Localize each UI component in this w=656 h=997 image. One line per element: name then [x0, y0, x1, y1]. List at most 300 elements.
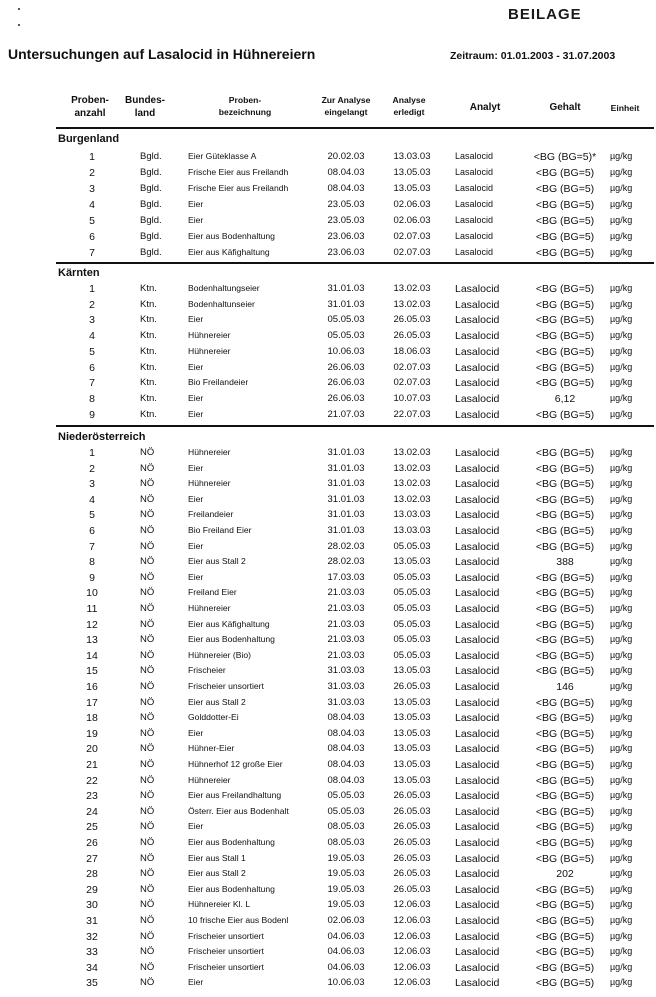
completed-date: 26.05.03 — [393, 837, 431, 848]
state-code: NÖ — [140, 634, 155, 646]
content-value: <BG (BG=5) — [535, 743, 595, 756]
received-date: 31.03.03 — [327, 696, 365, 708]
received-date: 23.06.03 — [327, 231, 365, 242]
table-row — [0, 330, 656, 345]
table-row — [0, 167, 656, 182]
sample-name: Eier — [188, 493, 204, 504]
sample-name: Eier — [188, 199, 204, 209]
content-value: <BG (BG=5) — [535, 883, 595, 896]
received-date: 21.03.03 — [327, 618, 365, 630]
table-row — [0, 899, 656, 914]
state-code: Ktn. — [140, 298, 157, 310]
completed-date: 13.03.03 — [393, 509, 431, 521]
content-value: <BG (BG=5) — [535, 167, 595, 179]
sample-name: Eier aus Bodenhaltung — [188, 634, 275, 645]
sample-name: Eier — [188, 977, 204, 988]
table-row — [0, 603, 656, 618]
sample-number: 12 — [86, 618, 98, 631]
table-row — [0, 681, 656, 696]
unit: µg/kg — [610, 587, 633, 598]
state-code: NÖ — [140, 509, 155, 521]
completed-date: 02.06.03 — [393, 215, 431, 226]
completed-date: 13.02.03 — [393, 478, 431, 490]
analyte: Lasalocid — [455, 392, 500, 405]
unit: µg/kg — [610, 665, 633, 676]
received-date: 08.04.03 — [327, 183, 365, 194]
state-code: NÖ — [140, 837, 155, 848]
completed-date: 12.06.03 — [393, 930, 431, 942]
content-value: <BG (BG=5) — [535, 247, 595, 259]
table-row — [0, 743, 656, 758]
sample-name: Bio Freilandeier — [188, 377, 249, 388]
state-code: Bgld. — [140, 199, 162, 210]
content-value: <BG (BG=5) — [535, 361, 595, 374]
received-date: 08.04.03 — [327, 759, 365, 770]
unit: µg/kg — [610, 183, 633, 193]
sample-name: Bodenhaltunseier — [188, 298, 255, 309]
content-value: <BG (BG=5) — [535, 665, 595, 678]
content-value: <BG (BG=5) — [535, 618, 595, 631]
analyte: Lasalocid — [455, 915, 500, 927]
analyte: Lasalocid — [455, 774, 500, 787]
completed-date: 26.05.03 — [393, 681, 431, 692]
completed-date: 26.05.03 — [393, 868, 431, 880]
sample-number: 2 — [89, 298, 95, 311]
completed-date: 13.05.03 — [393, 183, 431, 194]
completed-date: 13.05.03 — [393, 556, 431, 568]
sample-name: Eier aus Stall 2 — [188, 868, 246, 879]
received-date: 31.01.03 — [327, 493, 365, 505]
state-code: NÖ — [140, 603, 155, 614]
received-date: 23.05.03 — [327, 215, 365, 226]
sample-name: 10 frische Eier aus Bodenl — [188, 915, 289, 925]
content-value: <BG (BG=5) — [535, 837, 595, 849]
analyte: Lasalocid — [455, 199, 494, 209]
received-date: 05.05.03 — [327, 790, 365, 802]
table-row — [0, 215, 656, 230]
analyte: Lasalocid — [455, 215, 494, 225]
analyte: Lasalocid — [455, 345, 500, 358]
unit: µg/kg — [610, 392, 633, 403]
state-code: NÖ — [140, 556, 155, 568]
analyte: Lasalocid — [455, 837, 500, 849]
content-value: 202 — [556, 868, 574, 881]
analyte: Lasalocid — [455, 883, 500, 896]
content-value: <BG (BG=5) — [535, 915, 595, 927]
state-code: NÖ — [140, 805, 155, 817]
sample-name: Österr. Eier aus Bodenhalt — [188, 805, 289, 816]
sample-name: Freiland Eier — [188, 587, 237, 598]
content-value: <BG (BG=5) — [535, 408, 595, 421]
content-value: <BG (BG=5) — [535, 759, 595, 771]
received-date: 05.05.03 — [327, 330, 365, 342]
table-row — [0, 665, 656, 680]
received-date: 31.03.03 — [327, 681, 365, 692]
table-row — [0, 283, 656, 298]
table-row — [0, 525, 656, 540]
content-value: <BG (BG=5) — [535, 696, 595, 709]
sample-name: Eier aus Stall 2 — [188, 556, 246, 567]
analyte: Lasalocid — [455, 556, 500, 569]
sample-name: Eier aus Stall 2 — [188, 696, 246, 707]
analyte: Lasalocid — [455, 408, 500, 421]
received-date: 17.03.03 — [327, 571, 365, 583]
analyte: Lasalocid — [455, 298, 500, 311]
content-value: <BG (BG=5) — [535, 587, 595, 600]
header-content: Gehalt — [549, 102, 581, 113]
received-date: 26.06.03 — [327, 361, 365, 373]
sample-name: Bio Freiland Eier — [188, 525, 252, 535]
completed-date: 13.02.03 — [393, 447, 431, 458]
content-value: <BG (BG=5) — [535, 525, 595, 537]
table-row — [0, 837, 656, 852]
analyte: Lasalocid — [455, 493, 500, 506]
received-date: 10.06.03 — [327, 345, 365, 357]
unit: µg/kg — [610, 837, 633, 847]
sample-number: 24 — [86, 805, 98, 818]
analyte: Lasalocid — [455, 727, 500, 740]
content-value: <BG (BG=5) — [535, 478, 595, 491]
received-date: 10.06.03 — [327, 977, 365, 989]
received-date: 28.02.03 — [327, 540, 365, 552]
state-code: Bgld. — [140, 183, 162, 194]
sample-name: Bodenhaltungseier — [188, 283, 260, 293]
received-date: 21.03.03 — [327, 587, 365, 599]
received-date: 31.03.03 — [327, 665, 365, 677]
content-value: <BG (BG=5) — [535, 509, 595, 522]
table-row — [0, 775, 656, 790]
state-code: NÖ — [140, 961, 155, 973]
state-code: Ktn. — [140, 314, 157, 326]
unit: µg/kg — [610, 821, 633, 832]
unit: µg/kg — [610, 377, 633, 388]
sample-name: Eier aus Käfighaltung — [188, 247, 270, 257]
unit: µg/kg — [610, 649, 633, 660]
table-row — [0, 183, 656, 198]
unit: µg/kg — [610, 727, 633, 738]
completed-date: 05.05.03 — [393, 603, 431, 614]
header-sample-count: Proben- anzahl — [71, 95, 109, 119]
sample-number: 1 — [89, 447, 95, 459]
sample-name: Frischeier unsortiert — [188, 946, 264, 957]
analyte: Lasalocid — [455, 509, 500, 522]
header-sample-name: Proben- bezeichnung — [218, 95, 272, 117]
unit: µg/kg — [610, 509, 633, 520]
state-code: NÖ — [140, 759, 155, 770]
completed-date: 05.05.03 — [393, 618, 431, 630]
completed-date: 12.06.03 — [393, 977, 431, 989]
sample-number: 5 — [89, 345, 95, 358]
table-row — [0, 463, 656, 478]
table-row — [0, 231, 656, 246]
state-code: NÖ — [140, 447, 155, 458]
content-value: <BG (BG=5) — [535, 790, 595, 803]
table-row — [0, 199, 656, 214]
analyte: Lasalocid — [455, 571, 500, 584]
completed-date: 26.05.03 — [393, 805, 431, 817]
completed-date: 05.05.03 — [393, 634, 431, 646]
state-code: NÖ — [140, 727, 155, 739]
sample-name: Hühner-Eier — [188, 743, 235, 754]
received-date: 04.06.03 — [327, 930, 365, 942]
table-row — [0, 572, 656, 587]
sample-name: Eier — [188, 727, 204, 738]
state-code: Ktn. — [140, 361, 157, 373]
sample-number: 1 — [89, 283, 95, 295]
sample-number: 17 — [86, 696, 98, 709]
completed-date: 13.05.03 — [393, 665, 431, 677]
header-unit: Einheit — [610, 103, 640, 113]
unit: µg/kg — [610, 603, 633, 613]
analyte: Lasalocid — [455, 314, 500, 327]
unit: µg/kg — [610, 852, 633, 863]
state-code: NÖ — [140, 493, 155, 505]
sample-name: Frische Eier aus Freilandh — [188, 183, 289, 193]
unit: µg/kg — [610, 493, 633, 504]
content-value: <BG (BG=5) — [535, 852, 595, 865]
unit: µg/kg — [610, 618, 633, 629]
completed-date: 26.05.03 — [393, 821, 431, 833]
state-code: NÖ — [140, 915, 155, 926]
completed-date: 12.06.03 — [393, 946, 431, 958]
sample-number: 25 — [86, 821, 98, 834]
received-date: 08.05.03 — [327, 837, 365, 848]
table-row — [0, 915, 656, 930]
unit: µg/kg — [610, 151, 633, 161]
analyte: Lasalocid — [455, 743, 500, 756]
unit: µg/kg — [610, 571, 633, 582]
analyte: Lasalocid — [455, 167, 494, 177]
unit: µg/kg — [610, 774, 633, 785]
table-row — [0, 556, 656, 571]
analyte: Lasalocid — [455, 946, 500, 959]
received-date: 28.02.03 — [327, 556, 365, 568]
table-row — [0, 478, 656, 493]
state-code: Bgld. — [140, 215, 162, 226]
sample-name: Eier — [188, 571, 204, 582]
completed-date: 26.05.03 — [393, 852, 431, 864]
content-value: <BG (BG=5) — [535, 183, 595, 195]
table-row — [0, 853, 656, 868]
completed-date: 26.05.03 — [393, 330, 431, 342]
sample-number: 9 — [89, 571, 95, 584]
content-value: <BG (BG=5) — [535, 199, 595, 211]
received-date: 02.06.03 — [327, 915, 365, 926]
sample-name: Eier — [188, 215, 204, 225]
content-value: 388 — [556, 556, 574, 569]
sample-name: Freilandeier — [188, 509, 234, 520]
content-value: <BG (BG=5) — [535, 977, 595, 990]
sample-name: Frischeier — [188, 665, 226, 676]
state-code: NÖ — [140, 696, 155, 708]
sample-number: 5 — [89, 509, 95, 522]
completed-date: 13.02.03 — [393, 493, 431, 505]
analyte: Lasalocid — [455, 977, 500, 990]
state-code: NÖ — [140, 743, 155, 755]
state-code: NÖ — [140, 525, 155, 536]
sample-number: 6 — [89, 361, 95, 374]
table-row — [0, 728, 656, 743]
content-value: <BG (BG=5) — [535, 540, 595, 553]
section-rule — [56, 262, 654, 264]
analyte: Lasalocid — [455, 821, 500, 834]
received-date: 21.03.03 — [327, 634, 365, 646]
unit: µg/kg — [610, 634, 633, 645]
section-heading-burgenland: Burgenland — [58, 133, 120, 145]
content-value: <BG (BG=5) — [535, 298, 595, 311]
sample-name: Golddotter-Ei — [188, 712, 239, 723]
unit: µg/kg — [610, 345, 633, 356]
unit: µg/kg — [610, 930, 633, 941]
sample-name: Eier — [188, 408, 204, 419]
unit: µg/kg — [610, 899, 633, 910]
content-value: <BG (BG=5) — [535, 330, 595, 343]
completed-date: 05.05.03 — [393, 587, 431, 599]
analyte: Lasalocid — [455, 283, 500, 295]
table-row — [0, 541, 656, 556]
sample-name: Eier Güteklasse A — [188, 151, 257, 161]
unit: µg/kg — [610, 478, 633, 489]
analyte: Lasalocid — [455, 603, 500, 615]
state-code: NÖ — [140, 977, 155, 989]
table-row — [0, 634, 656, 649]
sample-number: 4 — [89, 199, 95, 211]
state-code: NÖ — [140, 681, 155, 692]
sample-number: 19 — [86, 727, 98, 740]
sample-number: 7 — [89, 377, 95, 390]
sample-number: 4 — [89, 493, 95, 506]
sample-number: 28 — [86, 868, 98, 881]
sample-number: 1 — [89, 151, 95, 163]
sample-number: 35 — [86, 977, 98, 990]
completed-date: 12.06.03 — [393, 961, 431, 973]
sample-number: 11 — [86, 603, 98, 615]
received-date: 08.04.03 — [327, 712, 365, 724]
analyte: Lasalocid — [455, 852, 500, 865]
received-date: 08.04.03 — [327, 743, 365, 755]
analyte: Lasalocid — [455, 330, 500, 343]
sample-name: Hühnereier — [188, 603, 231, 613]
content-value: <BG (BG=5) — [535, 774, 595, 787]
content-value: <BG (BG=5) — [535, 314, 595, 327]
analyte: Lasalocid — [455, 587, 500, 600]
received-date: 19.05.03 — [327, 868, 365, 880]
analyte: Lasalocid — [455, 151, 494, 161]
table-row — [0, 884, 656, 899]
received-date: 19.05.03 — [327, 852, 365, 864]
content-value: <BG (BG=5) — [535, 283, 595, 295]
sample-name: Hühnereier — [188, 478, 231, 489]
state-code: NÖ — [140, 462, 155, 474]
analyte: Lasalocid — [455, 790, 500, 803]
completed-date: 02.07.03 — [393, 377, 431, 389]
completed-date: 13.05.03 — [393, 727, 431, 739]
scan-speck — [18, 24, 20, 26]
content-value: 6,12 — [554, 392, 576, 405]
received-date: 31.01.03 — [327, 478, 365, 490]
sample-number: 34 — [86, 961, 98, 974]
unit: µg/kg — [610, 314, 633, 325]
sample-name: Eier aus Bodenhaltung — [188, 883, 275, 894]
state-code: Bgld. — [140, 167, 162, 178]
state-code: NÖ — [140, 868, 155, 880]
received-date: 20.02.03 — [327, 151, 365, 162]
unit: µg/kg — [610, 408, 633, 419]
sample-name: Eier — [188, 540, 204, 551]
unit: µg/kg — [610, 167, 633, 177]
completed-date: 13.02.03 — [393, 283, 431, 294]
attachment-stamp: BEILAGE — [508, 6, 582, 23]
table-row — [0, 946, 656, 961]
received-date: 23.06.03 — [327, 247, 365, 258]
sample-number: 29 — [86, 883, 98, 896]
sample-name: Eier aus Bodenhaltung — [188, 231, 275, 241]
section-heading-kaernten: Kärnten — [58, 267, 100, 279]
content-value: <BG (BG=5)* — [533, 151, 597, 163]
header-rule — [56, 127, 654, 129]
unit: µg/kg — [610, 447, 633, 457]
received-date: 19.05.03 — [327, 899, 365, 911]
content-value: <BG (BG=5) — [535, 649, 595, 662]
completed-date: 13.02.03 — [393, 298, 431, 310]
unit: µg/kg — [610, 805, 633, 816]
completed-date: 02.07.03 — [393, 231, 431, 242]
content-value: <BG (BG=5) — [535, 493, 595, 506]
sample-name: Hühnereier — [188, 345, 231, 356]
sample-number: 18 — [86, 712, 98, 725]
unit: µg/kg — [610, 868, 633, 879]
table-row — [0, 821, 656, 836]
received-date: 04.06.03 — [327, 961, 365, 973]
content-value: <BG (BG=5) — [535, 821, 595, 834]
unit: µg/kg — [610, 525, 633, 535]
received-date: 21.03.03 — [327, 649, 365, 661]
unit: µg/kg — [610, 977, 633, 988]
content-value: <BG (BG=5) — [535, 899, 595, 912]
sample-name: Hühnereier — [188, 330, 231, 341]
completed-date: 05.05.03 — [393, 571, 431, 583]
sample-number: 31 — [86, 915, 98, 927]
sample-number: 13 — [86, 634, 98, 647]
period-label: Zeitraum: 01.01.2003 - 31.07.2003 — [450, 50, 616, 62]
sample-name: Eier — [188, 361, 204, 372]
unit: µg/kg — [610, 883, 633, 894]
sample-name: Frischeier unsortiert — [188, 681, 264, 691]
table-row — [0, 806, 656, 821]
unit: µg/kg — [610, 540, 633, 551]
sample-number: 22 — [86, 774, 98, 787]
completed-date: 02.06.03 — [393, 199, 431, 210]
sample-number: 20 — [86, 743, 98, 756]
received-date: 31.01.03 — [327, 462, 365, 474]
state-code: Ktn. — [140, 392, 157, 404]
completed-date: 05.05.03 — [393, 540, 431, 552]
completed-date: 13.05.03 — [393, 696, 431, 708]
sample-number: 3 — [89, 183, 95, 195]
unit: µg/kg — [610, 231, 633, 241]
content-value: <BG (BG=5) — [535, 571, 595, 584]
sample-number: 2 — [89, 167, 95, 179]
table-row — [0, 868, 656, 883]
sample-name: Eier — [188, 462, 204, 473]
table-row — [0, 447, 656, 462]
state-code: NÖ — [140, 665, 155, 677]
completed-date: 13.03.03 — [393, 525, 431, 536]
completed-date: 26.05.03 — [393, 883, 431, 895]
sample-number: 8 — [89, 556, 95, 569]
unit: µg/kg — [610, 215, 633, 225]
analyte: Lasalocid — [455, 805, 500, 818]
